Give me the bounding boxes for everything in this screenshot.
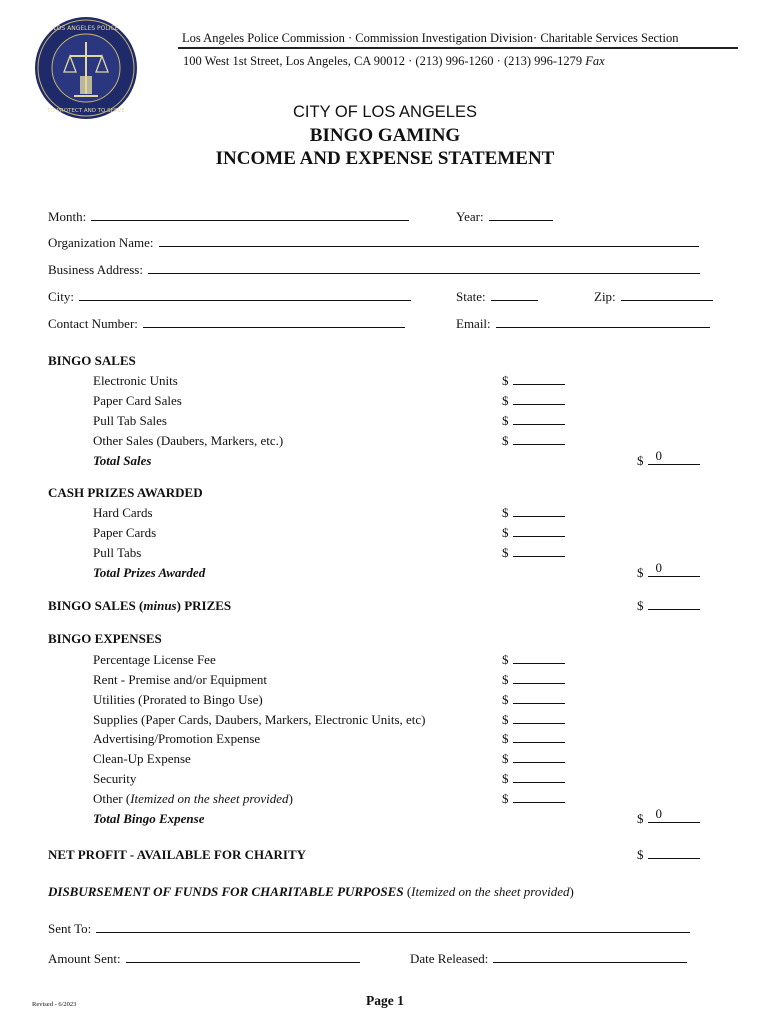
amount-field[interactable]: $ (502, 545, 565, 561)
city-field[interactable]: City: (48, 289, 411, 305)
cash-prizes-heading: CASH PRIZES AWARDED (48, 485, 203, 500)
state-field[interactable]: State: (456, 289, 538, 305)
sales-item: Paper Card Sales (93, 393, 182, 408)
svg-text:TO PROTECT AND TO SERVE: TO PROTECT AND TO SERVE (47, 108, 125, 114)
amount-field[interactable]: $ (502, 652, 565, 668)
header-address-line: 100 West 1st Street, Los Angeles, CA 90012 · (213) 996-1260 · (213) 996-1279 Fax (183, 54, 605, 68)
amount-field[interactable]: $ (502, 433, 565, 449)
year-field[interactable]: Year: (456, 209, 553, 225)
amount-field[interactable]: $ (502, 771, 565, 787)
header-rule (178, 47, 738, 49)
amount-field[interactable]: $ (502, 413, 565, 429)
amount-field[interactable]: $ (502, 373, 565, 389)
expense-item: Rent - Premise and/or Equipment (93, 672, 268, 687)
zip-field[interactable]: Zip: (594, 289, 713, 305)
prize-item: Pull Tabs (93, 545, 142, 560)
total-prizes-amount[interactable]: $ 0 (637, 565, 700, 581)
total-prizes-label: Total Prizes Awarded (93, 565, 206, 580)
business-address-field[interactable]: Business Address: (48, 262, 700, 278)
amount-field[interactable]: $ (502, 751, 565, 767)
sales-item: Pull Tab Sales (93, 413, 167, 428)
amount-field[interactable]: $ (502, 791, 565, 807)
organization-name-field[interactable]: Organization Name: (48, 235, 699, 251)
form-title-2: INCOME AND EXPENSE STATEMENT (215, 148, 555, 169)
amount-field[interactable]: $ (502, 731, 565, 747)
net-profit-label: NET PROFIT - AVAILABLE FOR CHARITY (48, 847, 307, 862)
expense-item: Advertising/Promotion Expense (93, 731, 261, 746)
amount-sent-field[interactable]: Amount Sent: (48, 951, 360, 967)
email-field[interactable]: Email: (456, 316, 710, 332)
total-expense-label: Total Bingo Expense (93, 811, 205, 826)
disbursement-label: DISBURSEMENT OF FUNDS FOR CHARITABLE PURPOSES (Itemized on the sheet provided) (48, 884, 574, 899)
amount-field[interactable]: $ (502, 525, 565, 541)
total-sales-amount[interactable]: $ 0 (637, 453, 700, 469)
form-title-1: BINGO GAMING (309, 125, 461, 146)
amount-field[interactable]: $ (502, 393, 565, 409)
expense-item: Utilities (Prorated to Bingo Use) (93, 692, 263, 707)
total-expense-amount[interactable]: $ 0 (637, 811, 700, 827)
header-division-line: Los Angeles Police Commission · Commission Investigation Division· Charitable Services Section (182, 31, 679, 45)
sales-minus-prizes-amount[interactable]: $ (637, 598, 700, 614)
prize-item: Paper Cards (93, 525, 157, 540)
expense-item: Clean-Up Expense (93, 751, 191, 766)
total-sales-label: Total Sales (93, 453, 152, 468)
sales-item: Electronic Units (93, 373, 178, 388)
amount-field[interactable]: $ (502, 505, 565, 521)
bingo-expenses-heading: BINGO EXPENSES (48, 631, 162, 646)
sales-minus-prizes-label: BINGO SALES (minus) PRIZES (48, 598, 232, 613)
date-released-field[interactable]: Date Released: (410, 951, 687, 967)
amount-field[interactable]: $ (502, 712, 565, 728)
expense-item: Percentage License Fee (93, 652, 216, 667)
svg-text:LOS ANGELES POLICE: LOS ANGELES POLICE (53, 25, 119, 32)
amount-field[interactable]: $ (502, 692, 565, 708)
expense-item: Security (93, 771, 137, 786)
revised-note: Revised - 6/2023 (32, 1001, 77, 1008)
net-profit-amount[interactable]: $ (637, 847, 700, 863)
expense-item-other: Other (Itemized on the sheet provided) (93, 791, 293, 806)
sent-to-field[interactable]: Sent To: (48, 921, 690, 937)
amount-field[interactable]: $ (502, 672, 565, 688)
sales-item: Other Sales (Daubers, Markers, etc.) (93, 433, 284, 448)
bingo-sales-heading: BINGO SALES (48, 353, 136, 368)
city-title: CITY OF LOS ANGELES (292, 103, 477, 121)
expense-item: Supplies (Paper Cards, Daubers, Markers, Electronic Units, etc) (93, 712, 426, 727)
month-field[interactable]: Month: (48, 209, 409, 225)
page-number: Page 1 (366, 993, 404, 1008)
prize-item: Hard Cards (93, 505, 153, 520)
contact-number-field[interactable]: Contact Number: (48, 316, 405, 332)
